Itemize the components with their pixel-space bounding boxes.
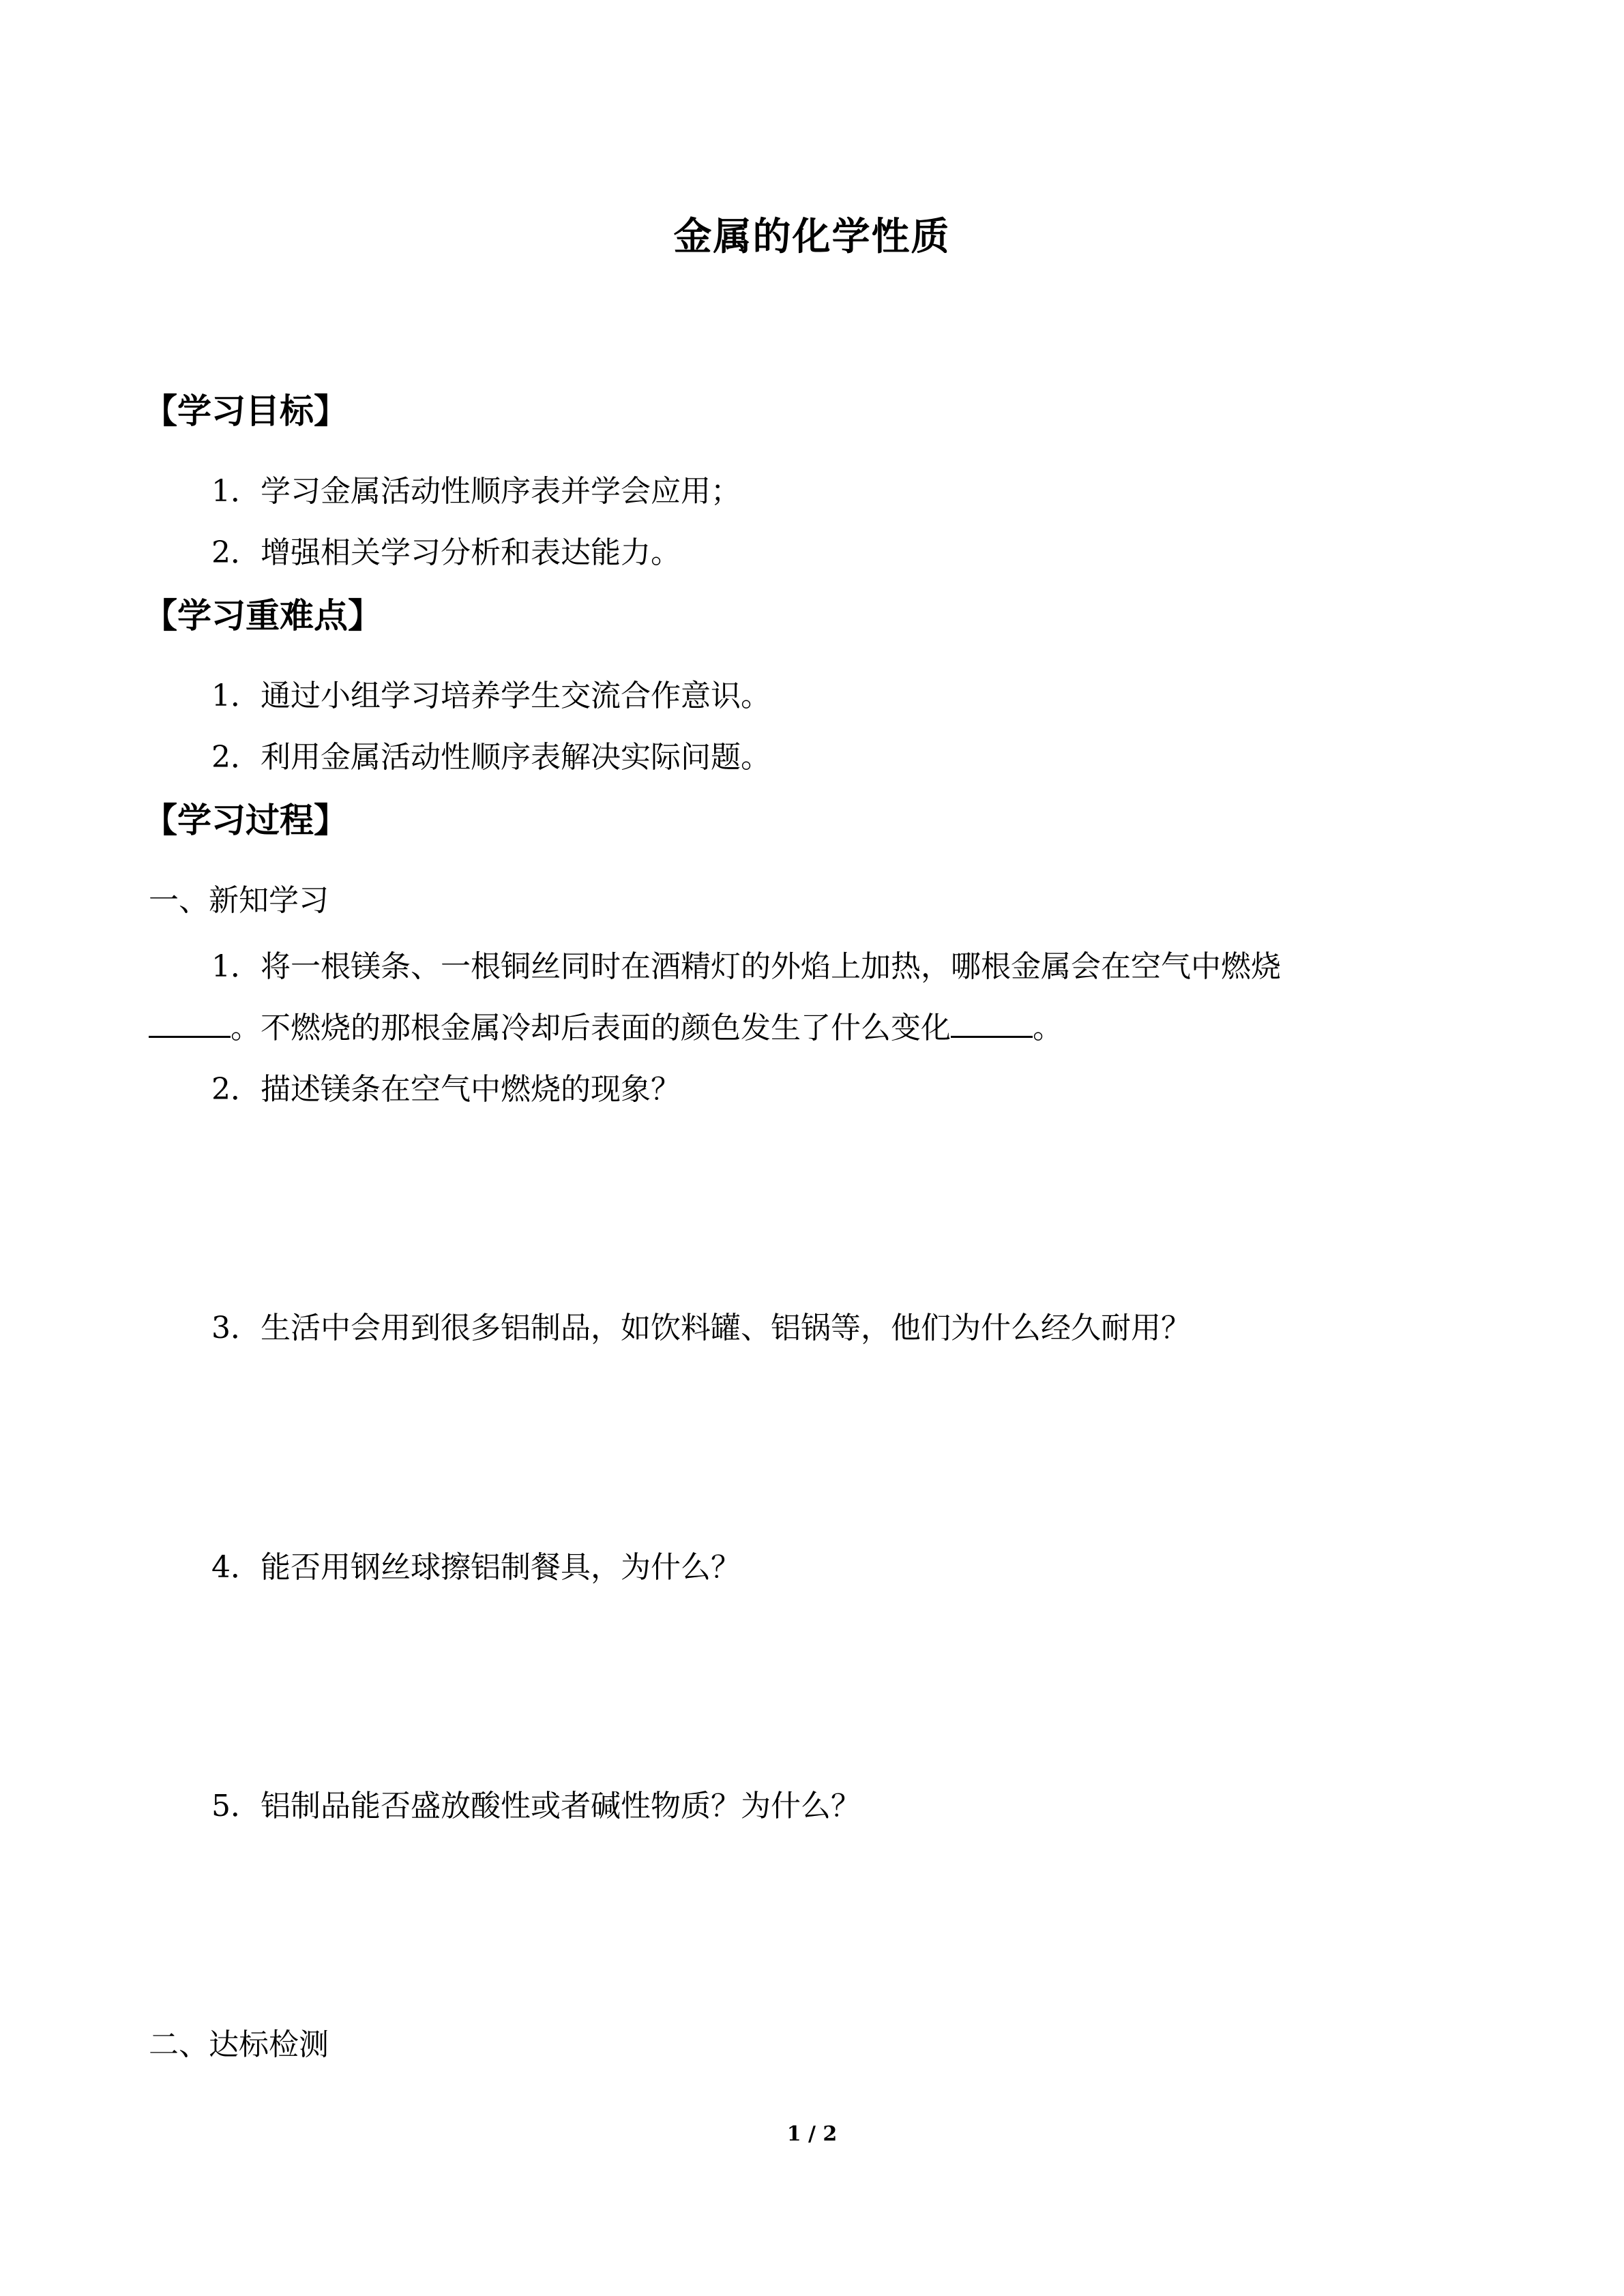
section-heading-objectives: 【学习目标】 xyxy=(143,391,348,431)
question-2: 2．描述镁条在空气中燃烧的现象？ xyxy=(211,1072,681,1107)
section-heading-key-points: 【学习重难点】 xyxy=(143,596,382,636)
question-4: 4．能否用钢丝球擦铝制餐具，为什么？ xyxy=(211,1550,741,1585)
question-1-line-2 xyxy=(149,1007,1063,1049)
question-1-text-a: 。不燃烧的那根金属冷却后表面的颜色发生了什么变化 xyxy=(231,1011,951,1045)
objective-item: 1．学习金属活动性顺序表并学会应用； xyxy=(211,474,741,509)
key-point-item: 1．通过小组学习培养学生交流合作意识。 xyxy=(211,679,771,713)
part-title-assessment: 二、达标检测 xyxy=(149,2027,329,2062)
objective-item: 2．增强相关学习分析和表达能力。 xyxy=(211,535,681,570)
section-heading-process: 【学习过程】 xyxy=(143,801,348,840)
key-point-item: 2．利用金属活动性顺序表解决实际问题。 xyxy=(211,740,771,775)
question-3: 3．生活中会用到很多铝制品，如饮料罐、铝锅等，他们为什么经久耐用？ xyxy=(211,1311,1191,1345)
question-5: 5．铝制品能否盛放酸性或者碱性物质？为什么？ xyxy=(211,1789,861,1823)
part-title-new-knowledge: 一、新知学习 xyxy=(149,883,329,918)
page-title: 金属的化学性质 xyxy=(673,215,951,259)
question-1-line-1: 1．将一根镁条、一根铜丝同时在酒精灯的外焰上加热，哪根金属会在空气中燃烧 xyxy=(211,949,1281,984)
question-1-text-b: 。 xyxy=(1033,1011,1063,1045)
page-number: 1 / 2 xyxy=(786,2122,838,2146)
answer-blank[interactable] xyxy=(149,1009,231,1038)
answer-blank[interactable] xyxy=(951,1009,1033,1038)
